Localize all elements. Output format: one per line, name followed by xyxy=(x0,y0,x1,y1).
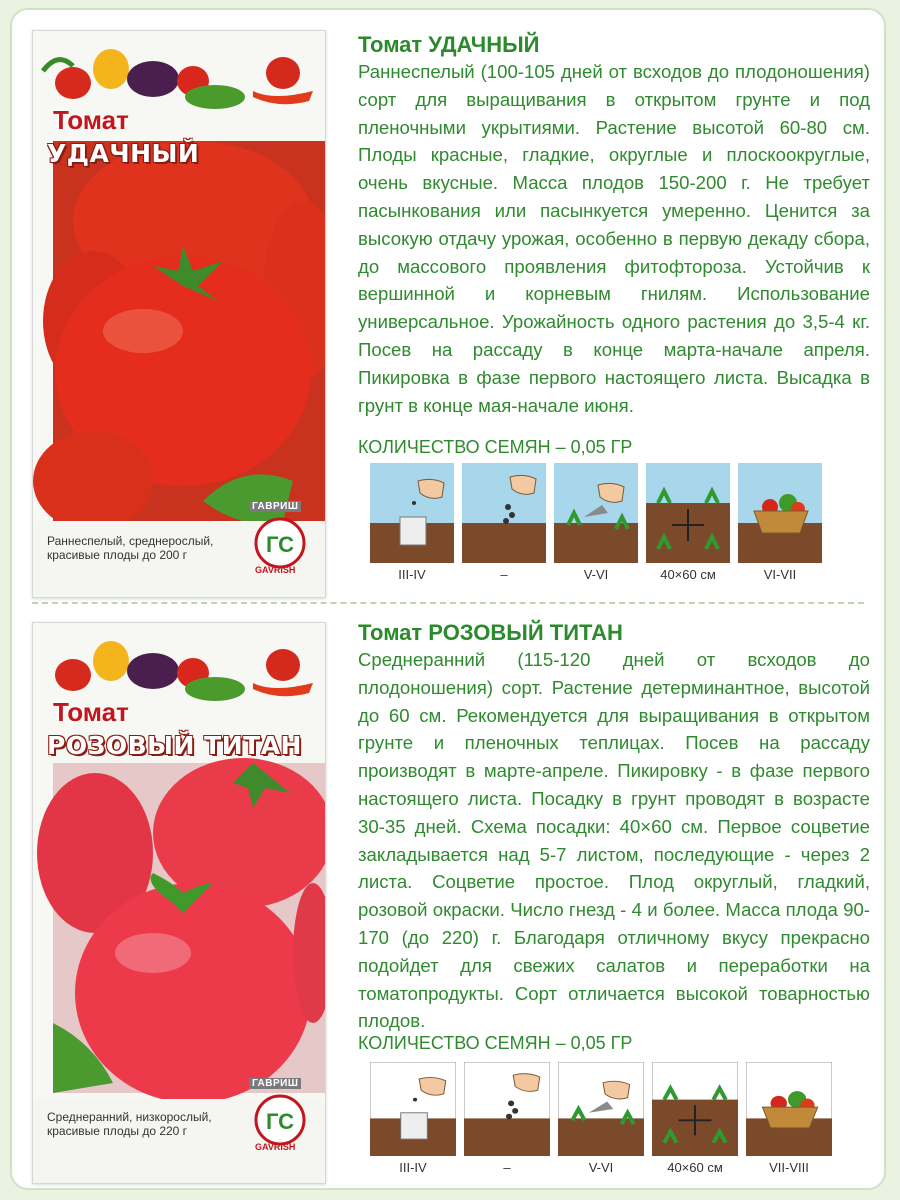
growing-steps xyxy=(358,463,828,587)
packet-variety-name: УДАЧНЫЙ xyxy=(47,139,200,168)
product-heading: Томат РОЗОВЫЙ ТИТАН xyxy=(358,620,623,645)
logo-brand-top: ГАВРИШ xyxy=(249,501,301,512)
step-sowing-ground xyxy=(462,463,546,587)
page-frame xyxy=(10,8,886,1190)
packet-caption: Раннеспелый, среднерослый, красивые плоды до 200 г xyxy=(47,534,214,562)
logo-brand-bottom: GAVRISH xyxy=(255,565,296,575)
step-label: 40×60 см xyxy=(660,567,716,582)
section-divider xyxy=(32,602,864,604)
product-description: Раннеспелый (100-105 дней от всходов до плодоношения) сорт для выращивания в открытом грунте и под пленочными укрытиями. Растение высотой 60-80 см. Плоды красные, гладкие, округлые и плоскоокруглые, очень вкусные. Масса плодов 150-200 г. Не требует пасынкования или пасынкуется умеренно. Ценится за высокую отдачу урожая, особенно в первую декаду сбора, до массового проявления фитофтороза. Устойчив к вершинной и корневым гнилям. Использование универсальное. Урожайность одного растения до 3,5-4 кг. Посев на рассаду в конце марта-начале апреля. Пикировка в фазе первого настоящего листа. Высадка в грунт в конце мая-начале июня. xyxy=(358,61,870,416)
seed-packet-image xyxy=(32,30,326,598)
product-card-rozovy-titan xyxy=(12,606,884,1190)
seed-quantity: КОЛИЧЕСТВО СЕМЯН – 0,05 ГР xyxy=(358,1033,633,1053)
trowel-seedlings-icon xyxy=(558,1062,644,1156)
step-label: III-IV xyxy=(399,1160,427,1175)
hand-sowing-ground-icon xyxy=(464,1062,550,1156)
step-label: – xyxy=(500,567,508,582)
gavrish-logo xyxy=(243,1078,317,1156)
step-spacing xyxy=(652,1062,738,1180)
step-spacing xyxy=(646,463,730,587)
trowel-seedlings-icon xyxy=(554,463,638,563)
product-description: Среднеранний (115-120 дней от всходов до плодоношения) сорт. Растение детерминантное, высотой до 60 см. Рекомендуется для выращивания в открытом грунте и пленочных теплицах. Посев на рассаду производят в марте-апреле. Пикировку - в фазе первого настоящего листа. Посадку в грунт проводят в возрасте 30-35 дней. Схема посадки: 40×60 см. Первое соцветие закладывается над 5-7 листом, последующие - через 2 листа. Соцветие простое. Плод округлый, гладкий, розовой окраски. Число гнезд - 4 и более. Масса плода 90-170 (до 220) г. Благодаря отличному вкусу прекрасно подойдет для свежих салатов и переработки на томатопродукты. Сорт отличается высокой товарностью плодов. xyxy=(358,649,870,1032)
step-label: III-IV xyxy=(398,567,426,582)
packet-caption: Среднеранний, низкорослый, красивые плоды до 220 г xyxy=(47,1110,212,1138)
spacing-seedlings-icon xyxy=(646,463,730,563)
step-label: – xyxy=(503,1160,511,1175)
product-card-udachny xyxy=(12,10,884,602)
step-label: V-VI xyxy=(583,567,609,582)
logo-mark: ГС xyxy=(265,532,295,557)
hand-sowing-pot-icon xyxy=(370,463,454,563)
logo-brand-bottom: GAVRISH xyxy=(255,1142,296,1152)
seed-packet-image xyxy=(32,622,326,1184)
packet-title: Томат xyxy=(53,105,129,135)
step-trowel xyxy=(558,1062,644,1180)
step-harvest xyxy=(746,1062,832,1180)
step-label: V-VI xyxy=(588,1160,614,1175)
seed-quantity: КОЛИЧЕСТВО СЕМЯН – 0,05 ГР xyxy=(358,437,633,457)
harvest-basket-icon xyxy=(738,463,822,563)
spacing-seedlings-icon xyxy=(652,1062,738,1156)
hand-sowing-ground-icon xyxy=(462,463,546,563)
hand-sowing-pot-icon xyxy=(370,1062,456,1156)
step-label: 40×60 см xyxy=(667,1160,723,1175)
gavrish-logo xyxy=(243,501,317,579)
step-label: VII-VIII xyxy=(769,1160,809,1175)
step-sowing-ground xyxy=(464,1062,550,1180)
harvest-basket-icon xyxy=(746,1062,832,1156)
logo-brand-top: ГАВРИШ xyxy=(249,1078,301,1089)
step-harvest xyxy=(738,463,822,587)
step-sowing-pot xyxy=(370,463,454,587)
step-label: VI-VII xyxy=(763,567,797,582)
packet-title: Томат xyxy=(53,697,129,727)
logo-mark: ГС xyxy=(265,1109,295,1134)
step-trowel xyxy=(554,463,638,587)
step-sowing-pot xyxy=(370,1062,456,1180)
growing-steps xyxy=(358,1062,838,1180)
product-heading: Томат УДАЧНЫЙ xyxy=(358,32,540,57)
packet-variety-name: РОЗОВЫЙ ТИТАН xyxy=(47,731,302,760)
